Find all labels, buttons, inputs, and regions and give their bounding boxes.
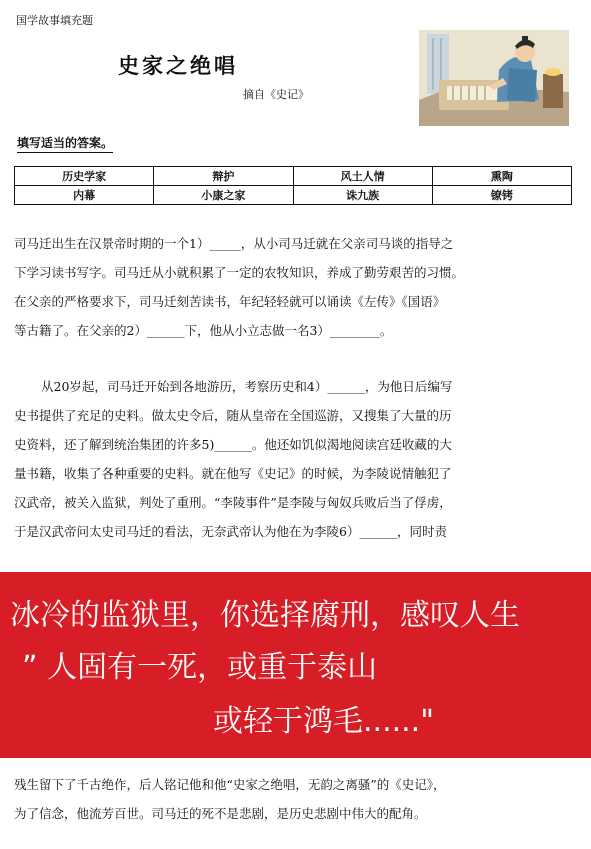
paragraph-line: 司马迁出生在汉景帝时期的一个1）_____，从小司马迁就在父亲司马谈的指导之 [14,236,454,251]
scholar-reading-illustration [419,30,569,126]
paragraph-line: 汉武帝，被关入监狱，判处了重刑。“李陵事件”是李陵与匈奴兵败后当了俘虏， [14,495,452,510]
instruction-text: 填写适当的答案。 [17,134,113,153]
word-bank-table [14,166,572,205]
paragraph-line: 史资料，还了解到统治集团的许多5)______。他还如饥似渴地阅读宫廷收藏的大 [14,437,452,452]
worksheet-header-label: 国学故事填充题 [16,14,93,27]
word-bank-cell: 诛九族 [293,186,432,205]
banner-quote-line: 冰冷的监狱里，你选择腐刑，感叹人生 [10,598,520,633]
word-bank-cell: 辩护 [154,167,293,186]
word-bank-cell: 内幕 [15,186,154,205]
word-bank-cell: 小康之家 [154,186,293,205]
paragraph-line: 为了信念，他流芳百世。司马迁的死不是悲剧，是历史悲剧中伟大的配角。 [14,806,427,821]
story-paragraph-3 [14,770,576,828]
word-bank-cell: 风土人情 [293,167,432,186]
word-bank-row [15,167,572,186]
paragraph-line: 等古籍了。在父亲的2）______下，他从小立志做一名3）________。 [14,323,393,338]
paragraph-line: 下学习读书写字。司马迁从小就积累了一定的农牧知识，养成了勤劳艰苦的习惯。 [14,265,465,280]
story-title: 史家之绝唱 [118,53,238,78]
paragraph-line: 残生留下了千古绝作，后人铭记他和他“史家之绝唱，无韵之离骚”的《史记》， [14,777,446,792]
word-bank-row [15,186,572,205]
paragraph-line: 史书提供了充足的史料。做太史令后，随从皇帝在全国巡游，又搜集了大量的历 [14,408,452,423]
word-bank-cell: 镣铐 [432,186,571,205]
paragraph-line: 量书籍，收集了各种重要的史料。就在他写《史记》的时候，为李陵说情触犯了 [14,466,452,481]
quote-banner [0,572,591,758]
story-paragraph-2 [14,372,576,546]
paragraph-line: 在父亲的严格要求下，司马迁刻苦读书，年纪轻轻就可以诵读《左传》《国语》 [14,294,446,309]
banner-quote-line: 或轻于鸿毛......" [213,704,435,739]
story-paragraph-1 [14,229,576,345]
paragraph-line: 于是汉武帝问太史司马迁的看法，无奈武帝认为他在为李陵6）______，同时责 [14,524,447,539]
word-bank-cell: 熏陶 [432,167,571,186]
story-source: 摘自《史记》 [243,88,309,101]
banner-quote-line: ” 人固有一死，或重于泰山 [22,650,378,685]
paragraph-line: 从20岁起，司马迁开始到各地游历，考察历史和4）______，为他日后编写 [41,379,453,394]
word-bank-cell: 历史学家 [15,167,154,186]
